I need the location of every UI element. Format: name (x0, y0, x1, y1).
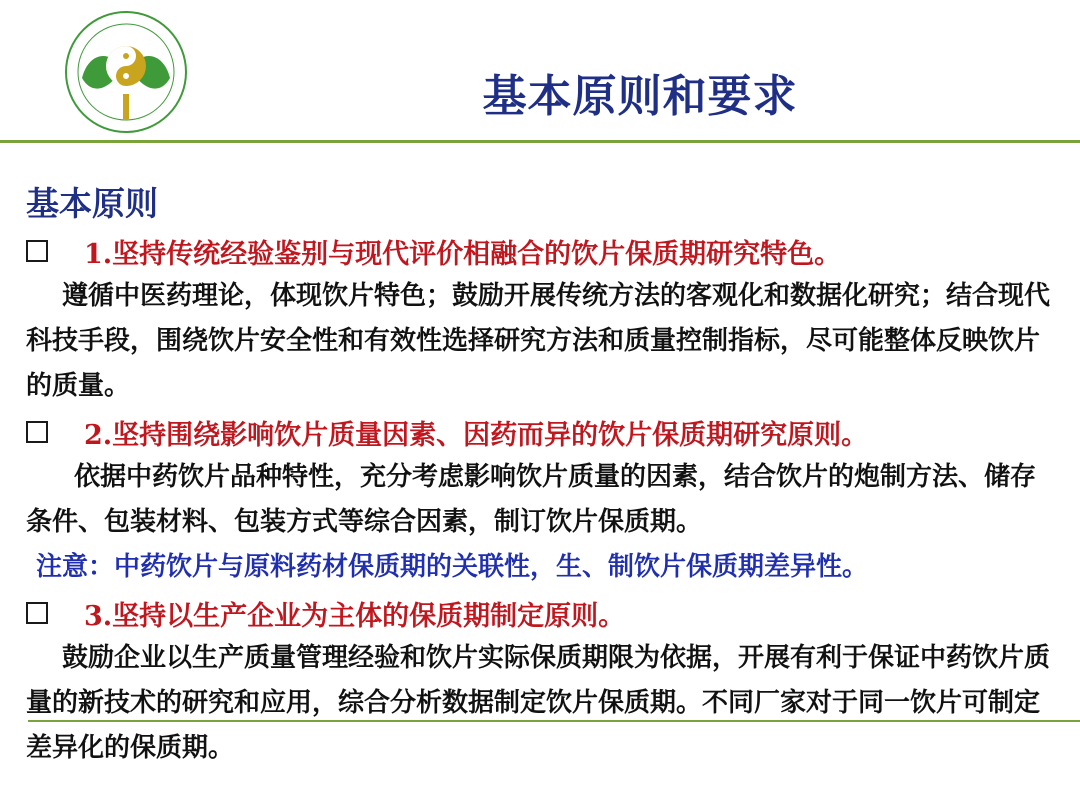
checkbox-icon (26, 421, 48, 443)
principle-3-heading (26, 590, 1056, 636)
checkbox-icon (26, 602, 48, 624)
principle-2-note: 注意：中药饮片与原料药材保质期的关联性，生、制饮片保质期差异性。 (36, 552, 869, 582)
top-divider (0, 140, 1080, 143)
principle-2-body: 依据中药饮片品种特性，充分考虑影响饮片质量的因素，结合饮片的炮制方法、储存条件、包装材料、包装方式等综合因素，制订饮片保质期。 (26, 462, 1037, 537)
principle-1-heading (26, 228, 1056, 274)
slide-content (26, 180, 1056, 771)
principle-3-heading-text: 3.坚持以生产企业为主体的保质期制定原则。 (84, 600, 626, 632)
checkbox-icon (26, 240, 48, 262)
principle-3-body: 鼓励企业以生产质量管理经验和饮片实际保质期限为依据，开展有利于保证中药饮片质量的新技术的研究和应用，综合分析数据制定饮片保质期。不同厂家对于同一饮片可制定差异化的保质期。 (26, 643, 1051, 763)
principle-1-heading-text: 1.坚持传统经验鉴别与现代评价相融合的饮片保质期研究特色。 (84, 238, 842, 270)
bottom-divider (28, 720, 1080, 722)
slide-title: 基本原则和要求 (482, 71, 798, 122)
principle-2-heading-text: 2.坚持围绕影响饮片质量因素、因药而异的饮片保质期研究原则。 (84, 419, 869, 451)
section-heading: 基本原则 (26, 184, 158, 223)
principle-2-heading (26, 409, 1056, 455)
principle-1-body: 遵循中医药理论，体现饮片特色；鼓励开展传统方法的客观化和数据化研究；结合现代科技手段，围绕饮片安全性和有效性选择研究方法和质量控制指标，尽可能整体反映饮片的质量。 (26, 281, 1051, 401)
